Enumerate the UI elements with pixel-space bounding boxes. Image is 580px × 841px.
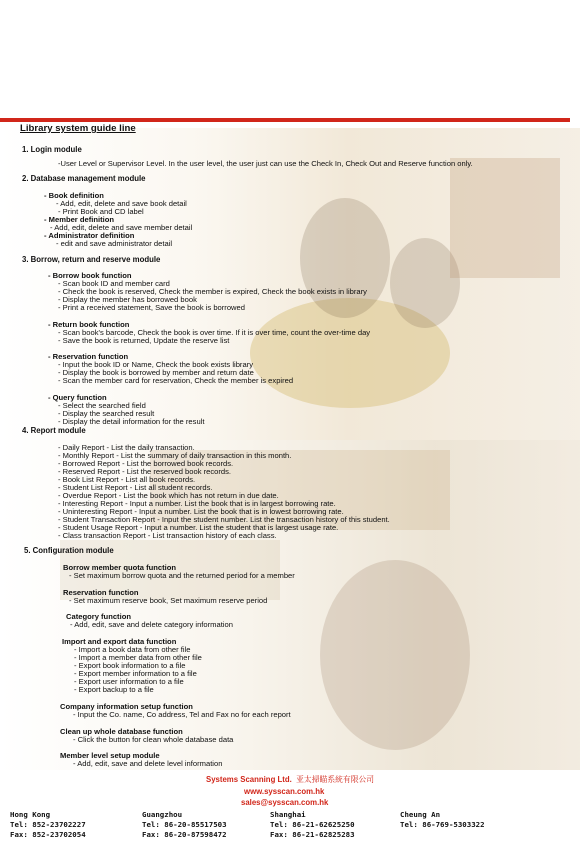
list-item: - Add, edit, delete and save member detail xyxy=(50,223,193,232)
photo-shelf-shape xyxy=(450,158,560,278)
list-item: - Reserved Report - List the reserved book records. xyxy=(58,467,232,476)
list-item: - Set maximum reserve book, Set maximum reserve period xyxy=(69,596,268,605)
list-item: - Check the book is reserved, Check the member is expired, Check the book exists in library xyxy=(58,287,367,296)
list-item: - Click the button for clean whole database data xyxy=(73,735,234,744)
subheading-borrow-book: - Borrow book function xyxy=(48,271,132,280)
list-item: - Export user information to a file xyxy=(74,677,184,686)
subheading-member-level: Member level setup module xyxy=(60,751,160,760)
list-item: - Import a member data from other file xyxy=(74,653,202,662)
header-red-rule xyxy=(0,118,570,122)
list-item: - Display the searched result xyxy=(58,409,155,418)
list-item: - Input the book ID or Name, Check the book exists library xyxy=(58,360,253,369)
office-fax-shanghai: Fax: 86-21-62825283 xyxy=(270,830,355,839)
list-item: - Student Transaction Report - Input the student number. List the transaction history of this student. xyxy=(58,515,390,524)
section-heading-borrow: 3. Borrow, return and reserve module xyxy=(22,255,161,264)
list-item: - Uninteresting Report - Input a number. List the book that is in lowest borrowing rate. xyxy=(58,507,344,516)
subheading-query: - Query function xyxy=(48,393,107,402)
subheading-reservation-config: Reservation function xyxy=(63,588,139,597)
office-city-cheung-an: Cheung An xyxy=(400,810,441,819)
list-item: - Display the member has borrowed book xyxy=(58,295,197,304)
office-tel-cheung-an: Tel: 86-769-5303322 xyxy=(400,820,485,829)
office-tel-shanghai: Tel: 86-21-62625250 xyxy=(270,820,355,829)
section-heading-configuration: 5. Configuration module xyxy=(24,546,114,555)
list-item: - Daily Report - List the daily transaction. xyxy=(58,443,195,452)
list-item: - Print Book and CD label xyxy=(58,207,144,216)
subheading-category: Category function xyxy=(66,612,131,621)
office-tel-guangzhou: Tel: 86-20-85517503 xyxy=(142,820,227,829)
subheading-administrator-definition: - Administrator definition xyxy=(44,231,135,240)
list-item: - Add, edit, save and delete category information xyxy=(70,620,233,629)
list-item: - Select the searched field xyxy=(58,401,146,410)
office-city-hong-kong: Hong Kong xyxy=(10,810,51,819)
list-item: - Print a received statement, Save the book is borrowed xyxy=(58,303,245,312)
list-item: - Add, edit, save and delete level information xyxy=(73,759,223,768)
subheading-borrow-quota: Borrow member quota function xyxy=(63,563,177,572)
list-item: - Import a book data from other file xyxy=(74,645,191,654)
photo-people-shape xyxy=(300,198,390,318)
list-item: - Class transaction Report - List transaction history of each class. xyxy=(58,531,277,540)
photo-librarian-shape xyxy=(320,560,470,750)
list-item: -User Level or Supervisor Level. In the user level, the user just can use the Check In, Check Out and Reserve function only. xyxy=(58,159,473,168)
office-city-shanghai: Shanghai xyxy=(270,810,306,819)
list-item: - Add, edit, delete and save book detail xyxy=(56,199,187,208)
list-item: - Export backup to a file xyxy=(74,685,154,694)
list-item: - Display the book is borrowed by member and return date xyxy=(58,368,254,377)
list-item: - edit and save administrator detail xyxy=(56,239,173,248)
company-name-en: Systems Scanning Ltd. xyxy=(206,775,292,784)
list-item: - Display the detail information for the result xyxy=(58,417,205,426)
list-item: - Overdue Report - List the book which has not return in due date. xyxy=(58,491,279,500)
footer-website-link[interactable]: www.sysscan.com.hk xyxy=(244,787,325,796)
list-item: - Set maximum borrow quota and the returned period for a member xyxy=(69,571,295,580)
subheading-book-definition: - Book definition xyxy=(44,191,104,200)
office-fax-guangzhou: Fax: 86-20-87598472 xyxy=(142,830,227,839)
subheading-reservation: - Reservation function xyxy=(48,352,129,361)
list-item: - Save the book is returned, Update the reserve list xyxy=(58,336,230,345)
list-item: - Export book information to a file xyxy=(74,661,186,670)
office-fax-hong-kong: Fax: 852-23702054 xyxy=(10,830,86,839)
section-heading-report: 4. Report module xyxy=(22,426,86,435)
footer-company-name xyxy=(206,776,374,784)
document-title: Library system guide line xyxy=(20,123,136,134)
subheading-member-definition: - Member definition xyxy=(44,215,115,224)
office-tel-hong-kong: Tel: 852-23702227 xyxy=(10,820,86,829)
list-item: - Interesting Report - Input a number. List the book that is in largest borrowing rate. xyxy=(58,499,336,508)
list-item: - Export member information to a file xyxy=(74,669,197,678)
list-item: - Borrowed Report - List the borrowed book records. xyxy=(58,459,234,468)
subheading-import-export: Import and export data function xyxy=(62,637,177,646)
list-item: - Monthly Report - List the summary of daily transaction in this month. xyxy=(58,451,292,460)
subheading-clean-up: Clean up whole database function xyxy=(60,727,183,736)
list-item: - Scan book's barcode, Check the book is over time. If it is over time, count the over-time day xyxy=(58,328,371,337)
office-city-guangzhou: Guangzhou xyxy=(142,810,183,819)
list-item: - Scan book ID and member card xyxy=(58,279,170,288)
subheading-company-info: Company information setup function xyxy=(60,702,193,711)
section-heading-database: 2. Database management module xyxy=(22,174,146,183)
subheading-return-book: - Return book function xyxy=(48,320,130,329)
section-heading-login: 1. Login module xyxy=(22,145,82,154)
list-item: - Student List Report - List all student records. xyxy=(58,483,213,492)
list-item: - Scan the member card for reservation, Check the member is expired xyxy=(58,376,294,385)
list-item: - Input the Co. name, Co address, Tel and Fax no for each report xyxy=(73,710,291,719)
company-name-cn: 亚太掃瞄系統有限公司 xyxy=(296,775,375,784)
list-item: - Book List Report - List all book records. xyxy=(58,475,196,484)
footer-email-link[interactable]: sales@sysscan.com.hk xyxy=(241,798,329,807)
list-item: - Student Usage Report - Input a number. List the student that is largest usage rate. xyxy=(58,523,339,532)
